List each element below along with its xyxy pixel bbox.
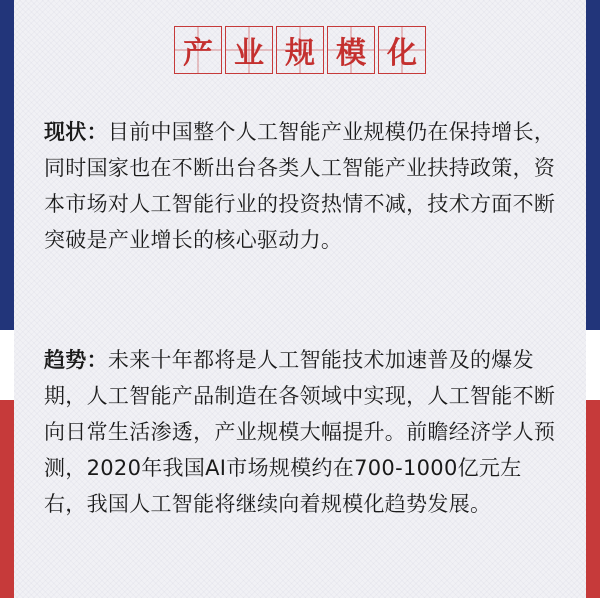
status-text: 目前中国整个人工智能产业规模仍在保持增长，同时国家也在不断出台各类人工智能产业扶持政策，资本市场对人工智能行业的投资热情不减，技术方面不断突破是产业增长的核心驱动力。 bbox=[44, 120, 556, 252]
trend-paragraph bbox=[44, 342, 564, 522]
status-label: 现状： bbox=[44, 120, 108, 144]
title-char-box: 规 bbox=[276, 26, 324, 74]
trend-text: 未来十年都将是人工智能技术加速普及的爆发期，人工智能产品制造在各领域中实现，人工智能不断向日常生活渗透，产业规模大幅提升。前瞻经济学人预测，2020年我国AI市场规模约在700-1000亿元左右，我国人工智能将继续向着规模化趋势发展。 bbox=[44, 348, 556, 516]
page-title bbox=[0, 26, 600, 74]
trend-label: 趋势： bbox=[44, 348, 108, 372]
title-char-box: 化 bbox=[378, 26, 426, 74]
status-paragraph bbox=[44, 114, 564, 258]
title-char-box: 模 bbox=[327, 26, 375, 74]
title-char-box: 产 bbox=[174, 26, 222, 74]
left-decor-bar bbox=[0, 0, 14, 598]
title-char-box: 业 bbox=[225, 26, 273, 74]
right-decor-bar bbox=[586, 0, 600, 598]
